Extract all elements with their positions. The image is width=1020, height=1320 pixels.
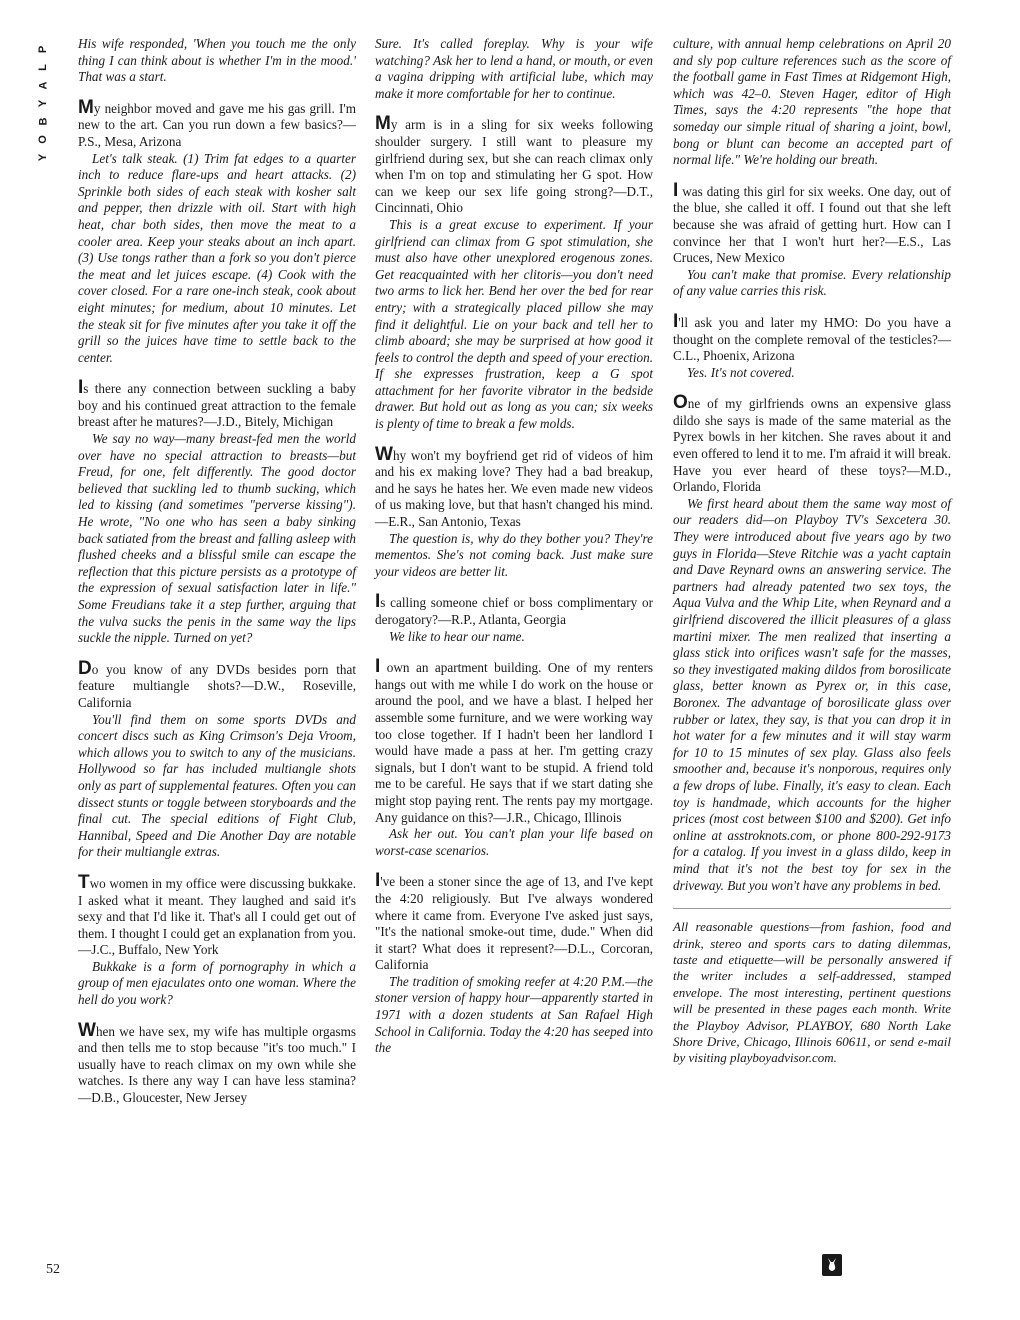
reader-question — [78, 657, 356, 712]
question-text: own an apartment building. One of my renters hangs out with me while I do work on the house or around the pool, and we have a blast. I helped her assemble some furniture, and we were working way too close together. If I hadn't been her landlord I would have made a pass at her. I'm getting crazy signals, but I don't want to be stupid. A friend told me to be careful. He says that if we start dating she might stop paying rent. The rents pay my mortgage. Any guidance on this?—J.R., Chicago, Illinois — [375, 660, 653, 825]
advisor-answer: Bukkake is a form of pornography in which a group of men ejaculates onto one woman. Where the hell do you work? — [78, 958, 356, 1008]
advisor-entry — [78, 377, 356, 647]
advisor-entry — [78, 1019, 356, 1107]
reader-question — [673, 392, 951, 496]
advisor-entry — [78, 871, 356, 1009]
question-text: 'll ask you and later my HMO: Do you have a thought on the complete removal of the testicles?—C.L., Phoenix, Arizona — [673, 314, 951, 364]
column-2 — [375, 36, 653, 1071]
advisor-answer: We like to hear our name. — [389, 628, 525, 644]
reader-question — [78, 871, 356, 959]
side-tab-letter: O — [37, 134, 49, 144]
advisor-answer: Ask her out. You can't plan your life based on worst-case scenarios. — [375, 826, 653, 858]
drop-cap: I — [375, 870, 381, 892]
advisor-answer: You can't make that promise. Every relationship of any value carries this risk. — [673, 266, 951, 299]
advisor-answer: You'll find them on some sports DVDs and concert discs such as King Crimson's Deja Vroom, which allows you to switch to any of the musicians. Hollywood so far has included multiangle shots only as part of supplemental features. Often you can dissect stunts or toggle between storyboards and the final cut. The special editions of Fight Club, Hannibal, Speed and Die Another Day are notable for their multiangle extras. — [78, 711, 356, 860]
page-number: 52 — [46, 1262, 60, 1277]
question-text: hen we have sex, my wife has multiple orgasms and then tells me to stop because "it's too much." I usually have to reach climax on my own while she watches. Is there any way I can have less stamina?—D.B., Gloucester, New Jersey — [78, 1023, 356, 1106]
question-text: was dating this girl for six weeks. One day, out of the blue, she called it off. I found out that she left because she was afraid of getting hurt. How can I convince her that I won't hurt her?—E.S., Las Cruces, New Mexico — [673, 183, 951, 266]
advisor-answer: His wife responded, 'When you touch me the only thing I can think about is whether I'm in the mood.' That was a start. — [78, 36, 356, 85]
side-tab-letter: A — [36, 80, 49, 90]
side-tab-letter: B — [36, 116, 49, 126]
advisor-answer: Sure. It's called foreplay. Why is your wife watching? Ask her to lend a hand, or mouth, or even a vagina dripping with artificial lube, which may make it more comfortable for her to continue. — [375, 36, 653, 101]
advisor-entry — [375, 113, 653, 432]
reader-question — [78, 377, 356, 431]
advisor-entry — [78, 657, 356, 861]
column-3 — [673, 36, 951, 1067]
drop-cap: O — [673, 392, 688, 414]
drop-cap: I — [78, 377, 84, 399]
reader-question — [375, 656, 653, 826]
reader-question — [78, 96, 356, 151]
advisor-entry — [375, 443, 653, 581]
reader-question — [375, 591, 653, 628]
advisor-answer: We say no way—many breast-fed men the world over have no special attraction to breasts—but Freud, for one, felt differently. The good doctor believed that suckling led to thumb sucking, which led to kissing (and sometimes "perverse kissing"). He wrote, "No one who has seen a baby sinking back satiated from the breast and falling asleep with flushed cheeks and a blissful smile can escape the reflection that this picture persists as a prototype of the expression of sexual satisfaction later in life." Some Freudians take it a step further, arguing that the vulva sucks the penis in the same way the lips suckle the nipple. Turned on yet? — [78, 431, 356, 646]
side-magazine-tab — [30, 40, 56, 166]
advisor-answer: This is a great excuse to experiment. If your girlfriend can climax from G spot stimulation, she must also have other unexplored erogenous zones. Get reacquainted with her clitoris—you don't need two arms to lick her. Bend her over the bed for rear entry; with a strategically placed pillow she may find it delightful. Lie on your back and tell her to climb aboard; she may be surprised at how good it feels to control the depth and speed of your erection. If she expresses frustration, keep a G spot attachment for her favorite vibrator in the bedside drawer. But hold out as long as you can; six weeks is plenty of time to break a few molds. — [375, 216, 653, 432]
drop-cap: W — [375, 443, 393, 465]
question-text: 've been a stoner since the age of 13, and I've kept the 4:20 religiously. But I've always wondered where it came from. Everyone I've asked just says, "It's the national smoke-out time, dude." When did it start? What does it represent?—D.L., Corcoran, California — [375, 874, 653, 973]
drop-cap: I — [673, 179, 679, 201]
advisor-entry — [673, 36, 951, 169]
question-text: s calling someone chief or boss complimentary or derogatory?—R.P., Atlanta, Georgia — [375, 595, 653, 627]
advisor-entry — [375, 656, 653, 859]
side-tab-letter: L — [36, 63, 49, 71]
drop-cap: M — [78, 96, 94, 118]
advisor-answer: Let's talk steak. (1) Trim fat edges to a quarter inch to reduce flare-ups and heart attacks. (2) Sprinkle both sides of each steak with kosher salt and pepper, then drizzle with oil. Start with high heat, char both sides, then move the meat to a cooler area. Keep your steaks about an inch apart. (3) Use tongs rather than a fork so you don't pierce the meat and let juices escape. (4) Cook with the cover closed. For a rare one-inch steak, cook about eight minutes; for medium, about 10 minutes. Let the steak sit for five minutes after you take it off the grill so the juices have time to settle back to the center. — [78, 150, 356, 365]
drop-cap: I — [673, 310, 679, 332]
side-tab-letter: Y — [37, 98, 49, 108]
advisor-answer: culture, with annual hemp celebrations on April 20 and sly pop culture references such as the score of the football game in Fast Times at Ridgemont High, which was 42–0. Steven Hager, editor of High Times, says the 4:20 represents "the hope that someday our simple ritual of sharing a joint, bowl, bong or blunt can become an accepted part of normal life." We're holding our breath. — [673, 36, 951, 168]
drop-cap: T — [78, 871, 90, 893]
column-1 — [78, 36, 356, 1121]
advisor-answer: Yes. It's not covered. — [687, 364, 795, 380]
bunny-icon — [825, 1257, 839, 1273]
question-text: hy won't my boyfriend get rid of videos of him and his ex making love? They had a bad breakup, and he says he hates her. We even made new videos of us making love, but that hasn't changed his mind.—E.R., San Antonio, Texas — [375, 447, 653, 530]
advisor-entry — [673, 392, 951, 894]
advisor-entry — [375, 591, 653, 645]
drop-cap: I — [375, 591, 381, 613]
drop-cap: M — [375, 113, 391, 135]
reader-question — [375, 443, 653, 531]
drop-cap: D — [78, 657, 92, 679]
question-text: y arm is in a sling for six weeks following shoulder surgery. I still want to pleasure my girlfriend during sex, but she can reach climax only when I'm on top and stimulating her G spot. How can we keep our sex life going strong?—D.T., Cincinnati, Ohio — [375, 117, 653, 216]
advisor-answer: The tradition of smoking reefer at 4:20 P.M.—the stoner version of happy hour—apparently started in 1971 with a dozen students at San Rafael High School in California. Today the 4:20 has seeped into the — [375, 973, 653, 1056]
advisor-entry — [375, 870, 653, 1057]
advisor-entry — [673, 310, 951, 381]
advisor-entry — [78, 36, 356, 86]
advisor-entry — [375, 36, 653, 102]
reader-question — [375, 113, 653, 217]
reader-question — [673, 179, 951, 267]
submission-instructions: All reasonable questions—from fashion, food and drink, stereo and sports cars to dating dilemmas, taste and etiquette—will be personally answered if the writer includes a self-addressed, stamped envelope. The most interesting, pertinent questions will be presented in these pages each month. Write the Playboy Advisor, PLAYBOY, 680 North Lake Shore Drive, Chicago, Illinois 60611, or send e-mail by visiting playboyadvisor.com. — [673, 908, 951, 1067]
advisor-answer: The question is, why do they bother you? They're mementos. She's not coming back. Just make sure your videos are better lit. — [375, 530, 653, 579]
advisor-entry — [78, 96, 356, 367]
question-text: o you know of any DVDs besides porn that feature multiangle shots?—D.W., Roseville, California — [78, 661, 356, 710]
drop-cap: W — [78, 1019, 96, 1041]
question-text: wo women in my office were discussing bukkake. I asked what it meant. They laughed and said it's sexy and that I'd like it. That's all I could get out of them. I thought I could get an explanation from you.—J.C., Buffalo, New York — [78, 875, 356, 958]
side-tab-letter: Y — [37, 152, 49, 162]
question-text: s there any connection between suckling a baby boy and his continued great attraction to the female breast after he matures?—J.D., Bitely, Michigan — [78, 381, 356, 430]
advisor-entry — [673, 179, 951, 300]
reader-question — [375, 870, 653, 974]
drop-cap: I — [375, 656, 381, 678]
playboy-bunny-logo — [822, 1254, 842, 1276]
side-tab-letter: P — [37, 44, 49, 54]
question-text: ne of my girlfriends owns an expensive glass dildo she says is made of the same material as the Pyrex bowls in her kitchen. She raves about it and even offered to lend it to me. I'm afraid it will break. Have you ever heard of these toys?—M.D., Orlando, Florida — [673, 396, 951, 495]
question-text: y neighbor moved and gave me his gas grill. I'm new to the art. Can you run down a few basics?—P.S., Mesa, Arizona — [78, 100, 356, 149]
advisor-answer: We first heard about them the same way most of our readers did—on Playboy TV's Sexcetera 30. They were introduced about five years ago by two guys in Florida—Steve Ritchie was a yacht captain and Dave Reynard owns an answering service. The partners had already patented two sex toys, the Aqua Vulva and the Whip Lite, when Reynard and a girlfriend discovered the illicit pleasures of a glass martini mixer. The men realized that inserting a glass stick into orifices wasn't safe for the masses, so they investigated making dildos from borosilicate glass, better known as Pyrex or, in this case, Boronex. The advantage of borosilicate glass over rubber or latex, they say, is that you can drop it in hot water for a few minutes and it will stay warm for 10 to 15 minutes of sex play. Glass also feels smoother and, because it's nonporous, requires only a few drops of lube. Finally, it's easy to clean. Each toy is handmade, which accounts for the higher prices (most cost between $100 and $200). Get info online at asstroknots.com, or phone 800-292-9173 for a catalog. If you invest in a glass dildo, keep in mind that it's not the best toy for sex in the driveway. But you won't have any problems in bed. — [673, 495, 951, 893]
reader-question — [78, 1019, 356, 1107]
reader-question — [673, 310, 951, 365]
